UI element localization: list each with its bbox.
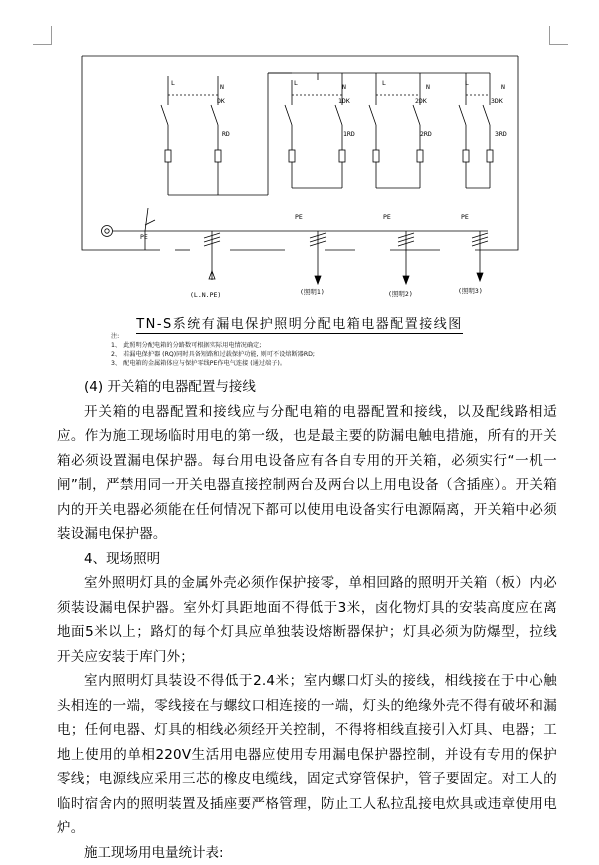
fuse-symbol: [463, 150, 469, 162]
note-line: 1、 此照明分配电箱的分路数可根据实际用电情况确定;: [111, 341, 315, 350]
label-pe-1: PE: [295, 213, 303, 221]
label-N1: N: [220, 83, 224, 91]
fuse-symbol: [417, 150, 423, 162]
table-intro: 施工现场用电量统计表:: [57, 841, 557, 865]
section-heading-lighting: 4、现场照明: [57, 547, 557, 572]
fuse-symbol: [339, 150, 345, 162]
label-2DK: 2DK: [415, 97, 427, 105]
note-line: 3、 配电箱的金属箱体应与保护零线PE作电气连接 (通过端子)。: [111, 359, 315, 368]
wire: [369, 105, 376, 125]
paragraph-outdoor-lighting: 室外照明灯具的金属外壳必须作保护接零，单相回路的照明开关箱（板）内必须装设漏电保护器。室外灯具距地面不得低于3米，卤化物灯具的安装高度应在离地面5米以上；路灯的每个灯具应单独装设熔断器保护；灯具必须为防爆型，拉线开关应安装于库门外；: [57, 571, 557, 669]
label-L4: L: [465, 79, 469, 87]
section-heading-switchbox: (4) 开关箱的电器配置与接线: [57, 375, 557, 400]
diagram-caption-text: TN-S系统有漏电保护照明分配电箱电器配置接线图: [136, 317, 463, 334]
label-3DK: 3DK: [491, 97, 503, 105]
label-L3: L: [382, 79, 386, 87]
label-L1: L: [171, 79, 175, 87]
diagram-notes: [111, 332, 315, 368]
wire: [335, 105, 342, 125]
label-3RD: 3RD: [495, 130, 507, 138]
label-1DK: 1DK: [338, 97, 350, 105]
paragraph-indoor-lighting: 室内照明灯具装设不得低于2.4米；室内螺口灯头的接线，相线接在于中心触头相连的一端，零线接在与螺纹口相连接的一端，灯头的绝缘外壳不得有破坏和漏电；任何电器、灯具的相线必须经开关控制，不得将相线直接引入灯具、电器；工地上使用的单相220V生活用电器应使用专用漏电保护器控制，并设有专用的保护零线；电源线应采用三芯的橡皮电缆线，固定式穿管保护，管子要固定。对工人的临时宿舍内的照明装置及插座要严格管理，防止工人私拉乱接电炊具或违章使用电炉。: [57, 669, 557, 841]
label-DK: DK: [217, 97, 225, 105]
label-out2: (照明2): [388, 289, 413, 298]
label-pe-main: PE: [140, 233, 148, 241]
label-L2: L: [294, 79, 298, 87]
label-N3: N: [426, 83, 430, 91]
label-pe-2: PE: [383, 213, 391, 221]
label-2RD: 2RD: [420, 130, 432, 138]
label-out3: (照明3): [458, 286, 483, 295]
fuse-symbol: [487, 150, 493, 162]
note-line: 2、 若漏电保护器 (RQ)同时具备短路和过载保护功能, 则可不设熔断器RD;: [111, 350, 315, 359]
diagram-caption: [0, 313, 599, 332]
label-input: (L.N.PE): [190, 291, 221, 299]
wiring-diagram: [0, 0, 599, 312]
document-body: [57, 375, 557, 865]
wire: [483, 105, 490, 125]
paragraph-switchbox: 开关箱的电器配置和接线应与分配电箱的电器配置和接线，以及配线路相适应。作为施工现场临时用电的第一级，也是最主要的防漏电触电措施，所有的开关箱必须设置漏电保护器。每台用电设备应有各自专用的开关箱，必须实行“一机一闸”制，严禁用同一开关电器直接控制两台及两台以上用电设备（含插座）。开关箱内的开关电器必须能在任何情况下都可以使用电设备实行电源隔离，开关箱中必须装设漏电保护器。: [57, 400, 557, 547]
label-N4: N: [501, 83, 505, 91]
fuse-symbol: [373, 150, 379, 162]
label-N2: N: [342, 83, 346, 91]
fuse-symbol: [289, 150, 295, 162]
label-RD: RD: [222, 130, 230, 138]
wire: [285, 105, 292, 125]
label-out1: (照明1): [300, 287, 325, 296]
label-1RD: 1RD: [343, 130, 355, 138]
label-pe-3: PE: [461, 213, 469, 221]
note-line: 注:: [111, 332, 315, 341]
wire: [459, 105, 466, 125]
wire: [413, 105, 420, 125]
